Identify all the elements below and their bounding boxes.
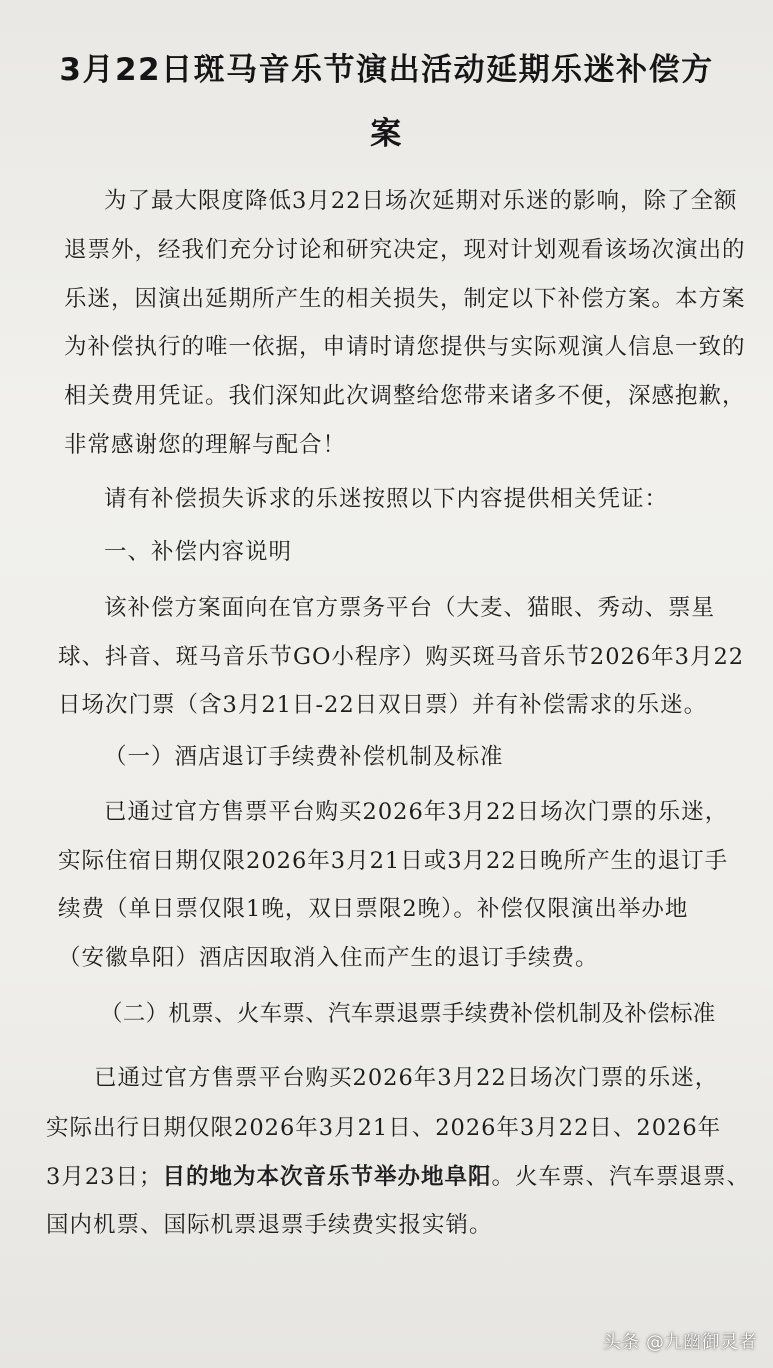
intro-line: 为了最大限度降低3月22日场次延期对乐迷的影响，除了全额 [104, 188, 738, 214]
subsection-body-line: （安徽阜阳）酒店因取消入住而产生的退订手续费。 [58, 945, 599, 971]
subsection-body-line: 续费（单日票仅限1晚，双日票限2晚）。补偿仅限演出举办地 [58, 896, 689, 922]
intro-line: 非常感谢您的理解与配合！ [64, 432, 347, 458]
subsection-body-line: 实际出行日期仅限2026年3月21日、2026年3月22日、2026年 [46, 1115, 722, 1141]
request-line: 请有补偿损失诉求的乐迷按照以下内容提供相关凭证： [104, 486, 669, 512]
subsection-heading: （二）机票、火车票、汽车票退票手续费补偿机制及补偿标准 [100, 1001, 716, 1027]
subsection-body-text: 。火车票、汽车票退票、 [491, 1164, 750, 1190]
subsection-body-line [46, 1162, 750, 1192]
destination-emphasis: 目的地为本次音乐节举办地阜阳 [162, 1164, 492, 1190]
intro-line: 相关费用凭证。我们深知此次调整给您带来诸多不便，深感抱歉， [64, 383, 746, 409]
section-body-line: 球、抖音、斑马音乐节GO小程序）购买斑马音乐节2026年3月22 [58, 644, 745, 670]
subsection-body-line: 国内机票、国际机票退票手续费实报实销。 [46, 1212, 493, 1238]
intro-line: 为补偿执行的唯一依据，申请时请您提供与实际观演人信息一致的 [64, 334, 746, 360]
subsection-heading: （一）酒店退订手续费补偿机制及标准 [104, 744, 504, 770]
document-title-line-1: 3月22日斑马音乐节演出活动延期乐迷补偿方 [59, 52, 714, 88]
subsection-body-line: 已通过官方售票平台购买2026年3月22日场次门票的乐迷， [94, 1065, 719, 1091]
subsection-body-line: 实际住宿日期仅限2026年3月21日或3月22日晚所产生的退订手 [58, 848, 729, 874]
document-title-line-2: 案 [370, 116, 403, 152]
subsection-body-text: 3月23日； [46, 1164, 163, 1190]
subsection-body-line: 已通过官方售票平台购买2026年3月22日场次门票的乐迷， [104, 799, 729, 825]
section-body-line: 日场次门票（含3月21日-22日双日票）并有补偿需求的乐迷。 [58, 692, 708, 718]
section-heading: 一、补偿内容说明 [104, 539, 293, 565]
intro-line: 退票外，经我们充分讨论和研究决定，现对计划观看该场次演出的 [64, 237, 746, 263]
intro-line: 乐迷，因演出延期所产生的相关损失，制定以下补偿方案。本方案 [64, 286, 746, 312]
section-body-line: 该补偿方案面向在官方票务平台（大麦、猫眼、秀动、票星 [104, 595, 716, 621]
watermark: 头条 @九幽御灵者 [602, 1332, 757, 1353]
